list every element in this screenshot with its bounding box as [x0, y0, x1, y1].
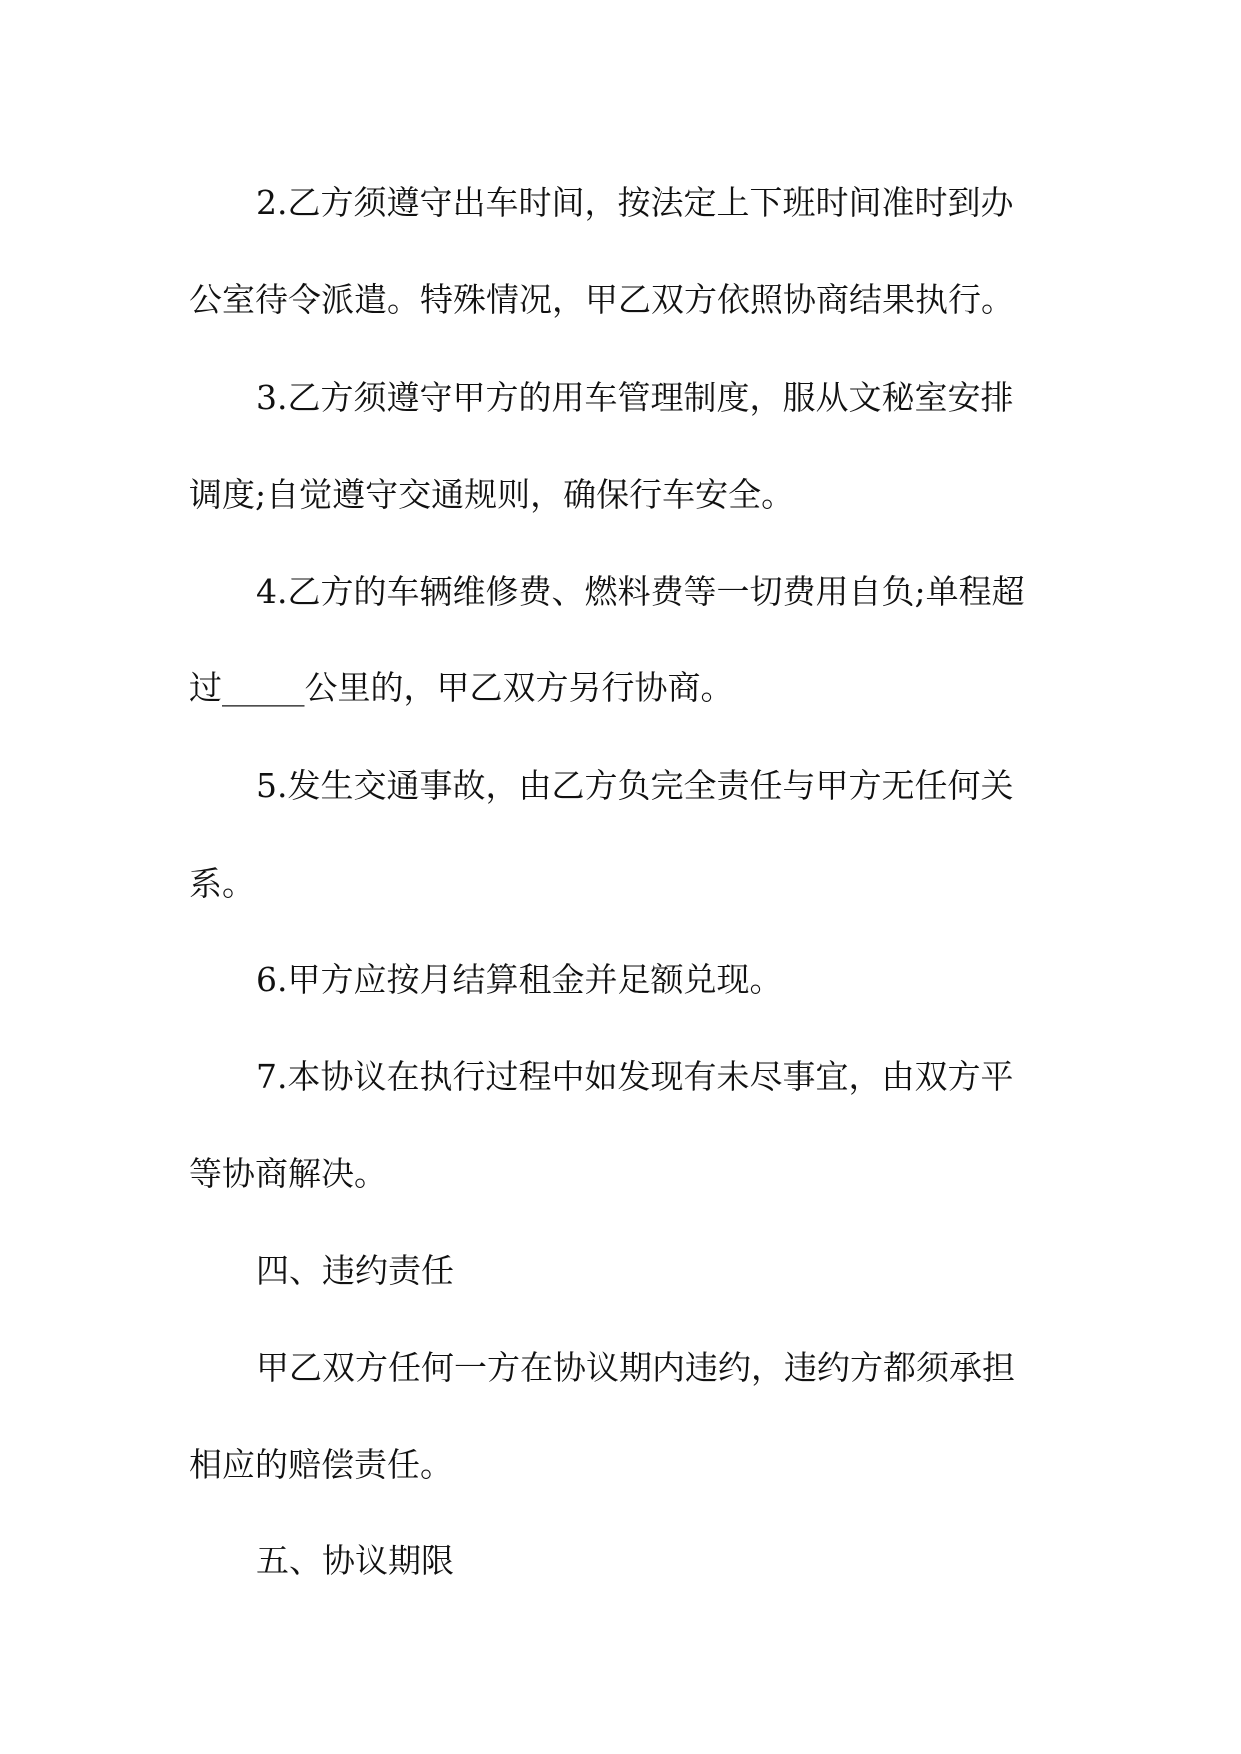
clause-5-line-2: 系。 — [189, 864, 255, 903]
section-heading-term: 五、协议期限 — [256, 1541, 454, 1580]
clause-4-line-2: 过_____公里的，甲乙双方另行协商。 — [189, 668, 734, 707]
clause-3-line-2: 调度;自觉遵守交通规则，确保行车安全。 — [189, 475, 795, 514]
clause-2-line-1: 2.乙方须遵守出车时间，按法定上下班时间准时到办 — [256, 183, 1014, 222]
breach-line-2: 相应的赔偿责任。 — [189, 1445, 453, 1484]
clause-7-line-2: 等协商解决。 — [189, 1154, 387, 1193]
clause-7-line-1: 7.本协议在执行过程中如发现有未尽事宜，由双方平 — [256, 1057, 1014, 1096]
breach-line-1: 甲乙双方任何一方在协议期内违约，违约方都须承担 — [256, 1348, 1015, 1387]
section-heading-breach: 四、违约责任 — [256, 1251, 454, 1290]
clause-5-line-1: 5.发生交通事故，由乙方负完全责任与甲方无任何关 — [256, 766, 1014, 805]
clause-6-line: 6.甲方应按月结算租金并足额兑现。 — [256, 960, 783, 999]
clause-3-line-1: 3.乙方须遵守甲方的用车管理制度，服从文秘室安排 — [256, 378, 1014, 417]
clause-4-line-1: 4.乙方的车辆维修费、燃料费等一切费用自负;单程超 — [256, 572, 1025, 611]
clause-2-line-2: 公室待令派遣。特殊情况，甲乙双方依照协商结果执行。 — [189, 280, 1014, 319]
